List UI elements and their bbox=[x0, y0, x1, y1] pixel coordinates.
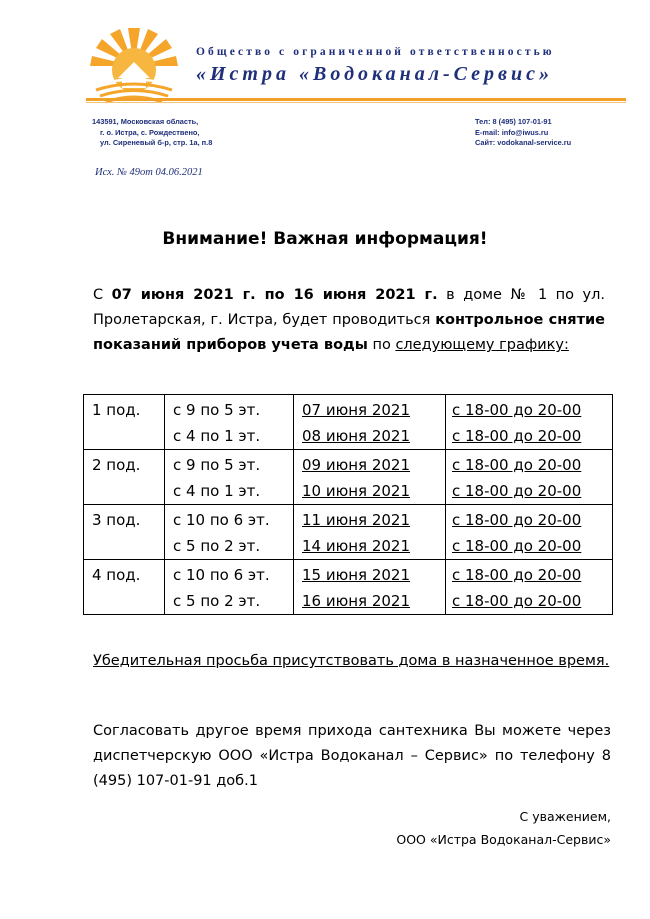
date-cell bbox=[294, 505, 446, 560]
header-divider-thin bbox=[86, 102, 626, 103]
company-name: «Истра «Водоканал-Сервис» bbox=[196, 63, 553, 85]
intro-text: в доме № 1 по ул. Пролетарская, г. Истра, будет проводиться bbox=[93, 287, 605, 328]
floors-cell bbox=[165, 505, 294, 560]
visit-time: с 18-00 до 20-00 bbox=[452, 456, 582, 474]
floors-range: с 4 по 1 эт. bbox=[173, 427, 261, 445]
attendance-request: Убедительная просьба присутствовать дома в назначенное время. bbox=[93, 653, 610, 669]
intro-text: С bbox=[93, 287, 112, 303]
entrance-label: 1 под. bbox=[92, 401, 141, 419]
visit-time: с 18-00 до 20-00 bbox=[452, 592, 582, 610]
visit-time: с 18-00 до 20-00 bbox=[452, 566, 582, 584]
date-cell bbox=[294, 560, 446, 615]
address-line: ул. Сиреневый б-р, стр. 1а, п.8 bbox=[100, 138, 213, 148]
floors-range: с 5 по 2 эт. bbox=[173, 537, 261, 555]
entrance-cell bbox=[84, 450, 165, 505]
entrance-cell bbox=[84, 505, 165, 560]
company-legal-form: Общество с ограниченной ответственностью bbox=[196, 46, 555, 58]
date-cell bbox=[294, 395, 446, 450]
visit-date: 16 июня 2021 bbox=[302, 592, 411, 610]
visit-time: с 18-00 до 20-00 bbox=[452, 401, 582, 419]
address-line: г. о. Истра, с. Рождествено, bbox=[100, 127, 200, 137]
time-cell bbox=[446, 560, 613, 615]
schedule-table bbox=[83, 394, 613, 615]
visit-date: 14 июня 2021 bbox=[302, 537, 411, 555]
date-cell bbox=[294, 450, 446, 505]
visit-date: 09 июня 2021 bbox=[302, 456, 411, 474]
header-divider bbox=[86, 98, 626, 101]
signature-greeting: С уважением, bbox=[519, 809, 611, 824]
visit-time: с 18-00 до 20-00 bbox=[452, 427, 582, 445]
visit-time: с 18-00 до 20-00 bbox=[452, 482, 582, 500]
floors-cell bbox=[165, 560, 294, 615]
signature-block bbox=[300, 805, 611, 851]
entrance-label: 2 под. bbox=[92, 456, 141, 474]
contact-phone: Тел: 8 (495) 107-01-91 bbox=[475, 117, 552, 126]
time-cell bbox=[446, 450, 613, 505]
floors-range: с 10 по 6 эт. bbox=[173, 566, 270, 584]
company-contacts bbox=[475, 117, 625, 149]
floors-range: с 9 по 5 эт. bbox=[173, 456, 261, 474]
company-address bbox=[92, 117, 312, 149]
entrance-label: 3 под. bbox=[92, 511, 141, 529]
table-row bbox=[84, 450, 613, 505]
intro-schedule-ref: следующему графику: bbox=[395, 337, 569, 353]
visit-date: 15 июня 2021 bbox=[302, 566, 411, 584]
notice-title: Внимание! Важная информация! bbox=[162, 229, 488, 249]
visit-time: с 18-00 до 20-00 bbox=[452, 511, 582, 529]
entrance-cell bbox=[84, 395, 165, 450]
address-line: 143591, Московская область, bbox=[92, 117, 199, 126]
contact-website: Сайт: vodokanal-service.ru bbox=[475, 138, 572, 148]
floors-cell bbox=[165, 450, 294, 505]
contact-email: E-mail: info@iwus.ru bbox=[475, 127, 549, 137]
reschedule-info: Согласовать другое время прихода сантехника Вы можете через диспетчерскую ООО «Истра Водоканал – Сервис» по телефону 8 (495) 107-01-91 доб.1 bbox=[93, 723, 611, 789]
entrance-cell bbox=[84, 560, 165, 615]
intro-paragraph bbox=[93, 283, 605, 358]
visit-date: 07 июня 2021 bbox=[302, 401, 411, 419]
floors-range: с 5 по 2 эт. bbox=[173, 592, 261, 610]
table-row bbox=[84, 395, 613, 450]
entrance-label: 4 под. bbox=[92, 566, 141, 584]
visit-date: 10 июня 2021 bbox=[302, 482, 411, 500]
intro-action: контрольное снятие показаний приборов учета воды bbox=[93, 312, 605, 353]
signature-company: ООО «Истра Водоканал-Сервис» bbox=[396, 832, 611, 847]
time-cell bbox=[446, 395, 613, 450]
time-cell bbox=[446, 505, 613, 560]
sun-house-logo-icon bbox=[88, 22, 180, 108]
floors-cell bbox=[165, 395, 294, 450]
visit-date: 08 июня 2021 bbox=[302, 427, 411, 445]
floors-range: с 10 по 6 эт. bbox=[173, 511, 270, 529]
intro-text: по bbox=[367, 337, 396, 353]
visit-date: 11 июня 2021 bbox=[302, 511, 411, 529]
floors-range: с 9 по 5 эт. bbox=[173, 401, 261, 419]
floors-range: с 4 по 1 эт. bbox=[173, 482, 261, 500]
table-row bbox=[84, 505, 613, 560]
visit-time: с 18-00 до 20-00 bbox=[452, 537, 582, 555]
intro-period: 07 июня 2021 г. по 16 июня 2021 г. bbox=[111, 287, 438, 303]
outgoing-reference: Исх. № 49от 04.06.2021 bbox=[95, 167, 203, 178]
table-row bbox=[84, 560, 613, 615]
